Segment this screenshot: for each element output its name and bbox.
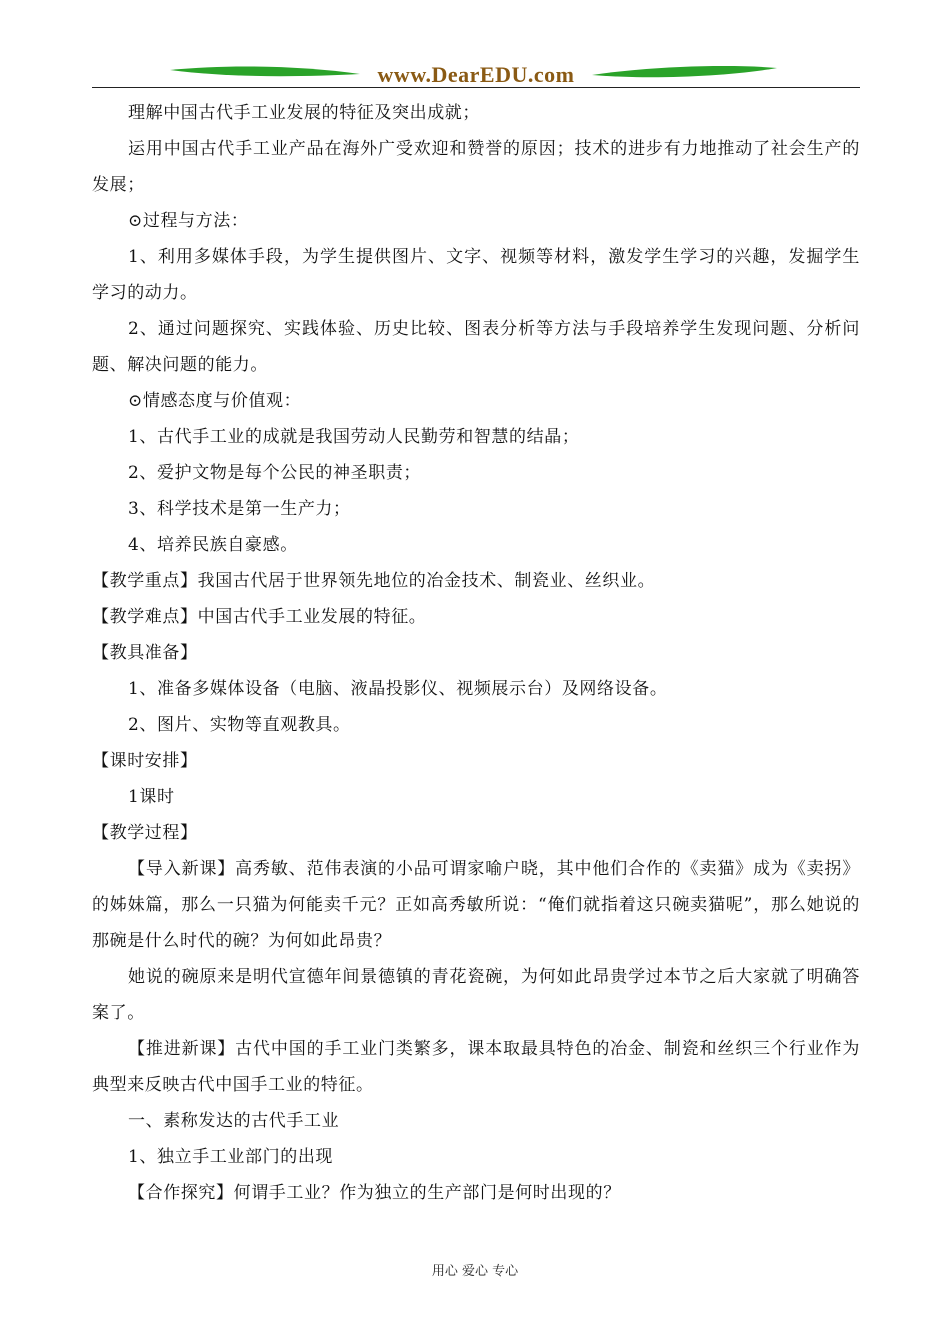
section-heading: 【教具准备】 [92, 643, 198, 663]
list-item: 2、图片、实物等直观教具。 [128, 715, 351, 735]
paragraph: 1课时 [128, 787, 175, 807]
paragraph: 【合作探究】何谓手工业？作为独立的生产部门是何时出现的？ [128, 1183, 621, 1203]
paragraph: 理解中国古代手工业发展的特征及突出成就； [128, 103, 480, 123]
subsection-heading: 一、素称发达的古代手工业 [128, 1111, 340, 1131]
list-item: 4、培养民族自豪感。 [128, 535, 298, 555]
section-heading: ⊙过程与方法： [128, 211, 249, 231]
paragraph: 2、通过问题探究、实践体验、历史比较、图表分析等方法与手段培养学生发现问题、分析问题、解决问题的能力。 [92, 319, 860, 375]
site-logo-text: www.DearEDU.com [377, 62, 575, 87]
teaching-difficulty: 【教学难点】中国古代手工业发展的特征。 [92, 607, 427, 627]
section-heading: ⊙情感态度与价值观： [128, 391, 302, 411]
document-body [92, 95, 860, 1211]
paragraph: 1、利用多媒体手段，为学生提供图片、文字、视频等材料，激发学生学习的兴趣，发掘学生学习的动力。 [92, 247, 860, 303]
teaching-focus: 【教学重点】我国古代居于世界领先地位的冶金技术、制瓷业、丝织业。 [92, 571, 656, 591]
paragraph: 【推进新课】古代中国的手工业门类繁多，课本取最具特色的冶金、制瓷和丝织三个行业作为典型来反映古代中国手工业的特征。 [92, 1039, 860, 1095]
paragraph: 【导入新课】高秀敏、范伟表演的小品可谓家喻户晓，其中他们合作的《卖猫》成为《卖拐》的姊妹篇，那么一只猫为何能卖千元？正如高秀敏所说：“俺们就指着这只碗卖猫呢”，那么她说的那碗是什么时代的碗？为何如此昂贵？ [92, 859, 860, 951]
list-item: 2、爱护文物是每个公民的神圣职责； [128, 463, 422, 483]
page-footer: 用心 爱心 专心 [431, 1264, 519, 1279]
list-item: 1、古代手工业的成就是我国劳动人民勤劳和智慧的结晶； [128, 427, 580, 447]
paragraph: 她说的碗原来是明代宣德年间景德镇的青花瓷碗，为何如此昂贵学过本节之后大家就了明确答案了。 [92, 967, 860, 1023]
list-item: 3、科学技术是第一生产力； [128, 499, 351, 519]
section-heading: 【课时安排】 [92, 751, 198, 771]
section-heading: 【教学过程】 [92, 823, 198, 843]
header-rule [92, 87, 860, 88]
subsection-heading: 1、独立手工业部门的出现 [128, 1147, 334, 1167]
list-item: 1、准备多媒体设备（电脑、液晶投影仪、视频展示台）及网络设备。 [128, 679, 668, 699]
paragraph: 运用中国古代手工业产品在海外广受欢迎和赞誉的原因；技术的进步有力地推动了社会生产的发展； [92, 139, 860, 195]
